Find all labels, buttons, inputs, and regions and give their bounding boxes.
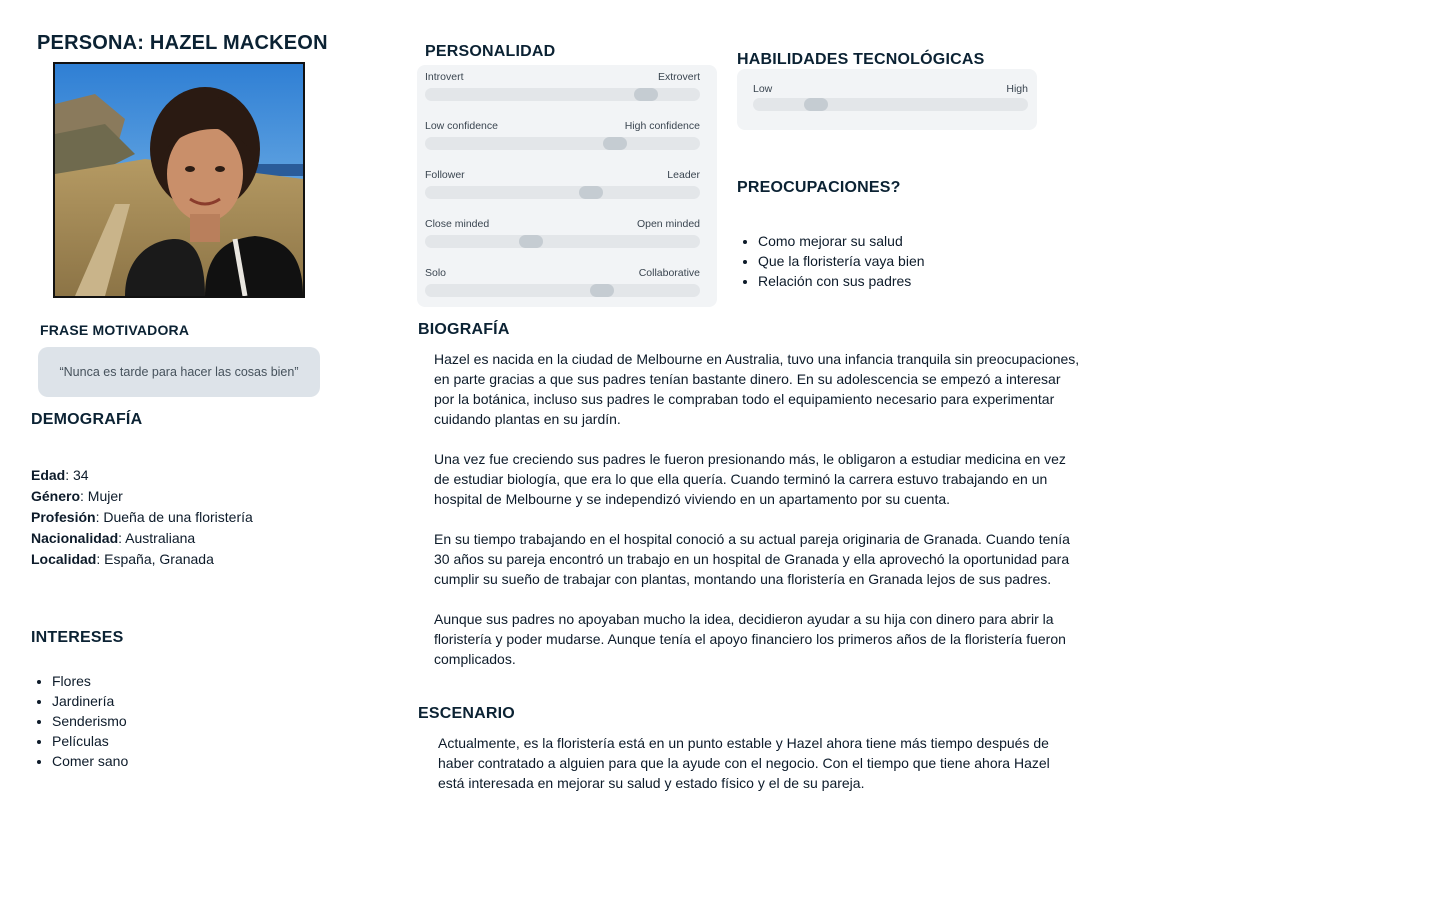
demographic-value: : España, Granada (96, 551, 214, 567)
demographic-value: : Mujer (80, 488, 123, 504)
demographic-row (31, 528, 253, 549)
slider-thumb[interactable] (603, 137, 627, 150)
demographic-label: Edad (31, 467, 66, 483)
list-item: • Películas (52, 731, 128, 751)
concerns-list (737, 231, 925, 291)
demographic-label: Nacionalidad (31, 530, 119, 546)
slider-follower-leader (425, 169, 700, 215)
interests-heading: INTERESES (31, 629, 124, 646)
slider-thumb[interactable] (634, 88, 658, 101)
list-item: • Que la floristería vaya bien (758, 251, 925, 271)
demographic-row (31, 549, 253, 570)
slider-track (425, 186, 700, 199)
list-item: • Relación con sus padres (758, 271, 925, 291)
slider-left-label: Follower (425, 169, 465, 181)
page-title: PERSONA: HAZEL MACKEON (37, 32, 328, 54)
demographics-list (31, 465, 253, 570)
biography-heading: BIOGRAFÍA (418, 321, 510, 338)
demographic-label: Género (31, 488, 81, 504)
slider-right-label: Leader (667, 169, 700, 181)
tech-panel (737, 69, 1037, 130)
personality-heading: PERSONALIDAD (425, 43, 556, 60)
slider-introvert-extrovert (425, 71, 700, 117)
demographic-row (31, 507, 253, 528)
slider-track (425, 88, 700, 101)
biography-paragraph: Aunque sus padres no apoyaban mucho la idea, decidieron ayudar a su hija con dinero para abrir la floristería y poder mudarse. Aunque tenía el apoyo financiero los primeros años de la floristería fueron complicados. (434, 611, 1066, 667)
slider-right-label: Open minded (636, 218, 700, 230)
list-item: • Flores (52, 671, 128, 691)
persona-photo (53, 62, 305, 298)
slider-tech-skill (753, 83, 1028, 129)
interests-list (31, 671, 128, 771)
demographic-label: Localidad (31, 551, 97, 567)
slider-solo-collaborative (425, 267, 700, 313)
slider-right-label: High (1006, 83, 1028, 95)
demographics-heading: DEMOGRAFÍA (31, 411, 143, 428)
slider-left-label: Low (753, 83, 773, 95)
motivational-quote (38, 347, 320, 397)
slider-track (425, 284, 700, 297)
slider-thumb[interactable] (519, 235, 543, 248)
concerns-heading: PREOCUPACIONES? (737, 179, 901, 196)
slider-right-label: Collaborative (638, 267, 700, 279)
slider-left-label: Close minded (425, 218, 490, 230)
slider-thumb[interactable] (579, 186, 603, 199)
slider-thumb[interactable] (590, 284, 614, 297)
slider-track (753, 98, 1028, 111)
demographic-value: : 34 (65, 467, 89, 483)
demographic-row (31, 486, 253, 507)
slider-confidence (425, 120, 700, 166)
demographic-value: : Australiana (118, 530, 196, 546)
scenario-paragraph: Actualmente, es la floristería está en un punto estable y Hazel ahora tiene más tiempo después de haber contratado a alguien para que la ayude con el negocio. Con el tiempo que tiene ahora Hazel está interesada en mejorar su salud y estado físico y el de su pareja. (438, 735, 1050, 791)
biography-paragraph: En su tiempo trabajando en el hospital conoció a su actual pareja originaria de Granada. Cuando tenía 30 años su pareja encontró un trabajo en un hospital de Granada y ella aprovechó la oportunidad para cumplir su sueño de trabajar con plantas, montando una floristería en Granada lejos de sus padres. (434, 531, 1070, 587)
list-item: • Comer sano (52, 751, 128, 771)
list-item: • Jardinería (52, 691, 128, 711)
demographic-row (31, 465, 253, 486)
slider-left-label: Solo (425, 267, 447, 279)
personality-panel (417, 65, 717, 307)
slider-right-label: High confidence (624, 120, 700, 132)
biography-paragraph: Una vez fue creciendo sus padres le fueron presionando más, le obligaron a estudiar medicina en vez de estudiar biología, que era lo que ella quería. Cuando terminó la carrera estuvo trabajando en un hospital de Melbourne y se independizó viviendo en un apartamento por su cuenta. (434, 451, 1066, 507)
biography-paragraph: Hazel es nacida en la ciudad de Melbourne en Australia, tuvo una infancia tranquila sin preocupaciones, en parte gracias a que sus padres tenían bastante dinero. En su adolescencia se empezó a interesar por la botánica, incluso sus padres le compraban todo el equipamiento necesario para experimentar cuidando plantas en su jardín. (434, 351, 1080, 427)
slider-right-label: Extrovert (657, 71, 700, 83)
quote-text: “Nunca es tarde para hacer las cosas bien” (59, 365, 299, 379)
demographic-value: : Dueña de una floristería (95, 509, 253, 525)
slider-thumb[interactable] (804, 98, 828, 111)
slider-track (425, 235, 700, 248)
slider-left-label: Low confidence (425, 120, 498, 132)
scenario-text (438, 733, 1078, 813)
demographic-label: Profesión (31, 509, 96, 525)
biography-text (434, 349, 1084, 689)
slider-left-label: Introvert (425, 71, 464, 83)
tech-heading: HABILIDADES TECNOLÓGICAS (737, 51, 985, 68)
list-item: • Como mejorar su salud (758, 231, 925, 251)
list-item: • Senderismo (52, 711, 128, 731)
slider-track (425, 137, 700, 150)
scenario-heading: ESCENARIO (418, 705, 515, 722)
quote-heading: FRASE MOTIVADORA (40, 322, 190, 338)
slider-open-minded (425, 218, 700, 264)
